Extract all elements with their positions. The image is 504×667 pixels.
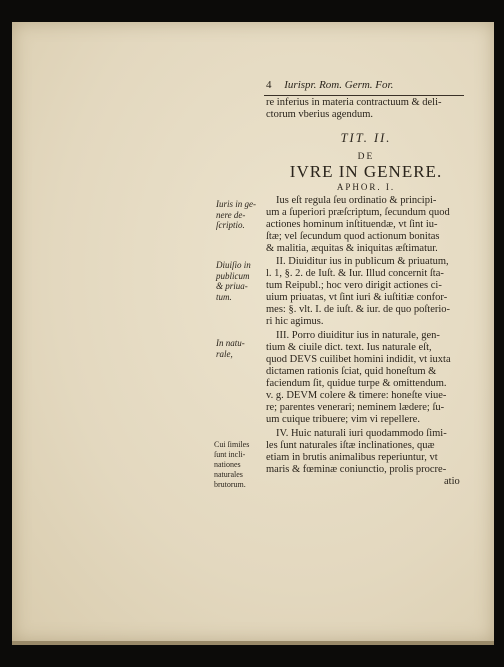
body-line: tum Reipubl.; hoc vero dirigit actiones ci- xyxy=(266,280,442,291)
body-line: re; parentes venerari; neminem lædere; ſu- xyxy=(266,402,445,413)
body-line: & malitia, æquitas & iniquitas æſtimatur. xyxy=(266,243,438,254)
body-line: uium priuatas, vt ſint iuri & iuſtitiæ confor- xyxy=(266,292,448,303)
body-line: maris & fœminæ coniunctio, prolis procre- xyxy=(266,464,447,475)
body-line: atio xyxy=(444,476,460,487)
marginal-note-line: tum. xyxy=(216,291,232,302)
page-number: 4 xyxy=(266,79,272,91)
body-line: etiam in brutis animalibus reperiuntur, vt xyxy=(266,452,438,463)
running-head xyxy=(266,79,393,91)
body-line: actiones hominum inſtituendæ, vt ſint iu- xyxy=(266,219,438,230)
marginal-note-line: publicum xyxy=(216,270,250,281)
marginal-note-line: nere de- xyxy=(216,209,246,220)
body-line: II. Diuiditur ius in publicum & priuatum, xyxy=(276,256,449,267)
body-line: quod DEVS cuilibet homini indidit, vt iuxta xyxy=(266,354,451,365)
marginal-note-line: & priua- xyxy=(216,281,248,291)
body-line: ſtæ; vel ſecundum quod actionum bonitas xyxy=(266,231,440,242)
marginal-note-line: ſunt incli- xyxy=(214,450,246,459)
intro-line: re inferius in materia contractuum & deli- xyxy=(266,97,442,108)
marginal-note-line: rale, xyxy=(216,348,233,359)
body-line: ri hic agimus. xyxy=(266,316,324,327)
marginal-note-line: naturales xyxy=(214,470,243,479)
marginal-note-line: Diuiſio in xyxy=(216,260,251,270)
marginal-note-line: ſcriptio. xyxy=(216,220,245,230)
header-rule xyxy=(264,95,464,96)
body-line: um cuique tribuere; vim vi repellere. xyxy=(266,414,420,425)
marginal-note-line: brutorum. xyxy=(214,480,246,489)
marginal-note-line: Cui ſimiles xyxy=(214,440,250,449)
marginal-note xyxy=(216,199,256,231)
body-line: Ius eſt regula ſeu ordinatio & principi- xyxy=(276,195,437,206)
marginal-note xyxy=(214,440,249,490)
intro-line: ctorum vberius agendum. xyxy=(266,109,374,120)
aphorism-heading: APHOR. I. xyxy=(336,182,396,192)
running-title: Iurispr. Rom. Germ. For. xyxy=(284,79,394,91)
body-line: IV. Huic naturali iuri quodammodo ſimi- xyxy=(276,428,447,439)
marginal-note-line: Iuris in ge- xyxy=(216,199,256,209)
body-line: dictamen rationis ſciat, quid honeſtum & xyxy=(266,366,437,377)
section-de: DE xyxy=(357,152,375,162)
marginal-note-line: In natu- xyxy=(216,338,245,348)
body-line: faciendum ſit, quidue turpe & omittendum. xyxy=(266,378,447,389)
body-line: um a ſuperiori præſcriptum, ſecundum quod xyxy=(266,207,450,218)
marginal-note xyxy=(216,338,245,359)
marginal-note xyxy=(216,260,251,302)
body-line: v. g. DEVM colere & timere: honeſte viue- xyxy=(266,390,447,401)
marginal-note-line: nationes xyxy=(214,460,241,469)
body-line: l. 1, §. 2. de Iuſt. & Iur. Illud concernit ſta- xyxy=(266,268,444,279)
section-number: TIT. II. xyxy=(340,131,392,145)
section-title: IVRE IN GENERE. xyxy=(289,162,443,181)
body-line: mes: §. vlt. I. de iuſt. & iur. de quo poſterio- xyxy=(266,304,451,315)
body-line: tium & ciuile dict. text. Ius naturale eſt, xyxy=(266,342,432,353)
page-edge xyxy=(12,641,494,645)
body-line: III. Porro diuiditur ius in naturale, gen- xyxy=(276,330,440,341)
body-line: les ſunt naturales iſtæ inclinationes, quæ xyxy=(266,440,435,451)
